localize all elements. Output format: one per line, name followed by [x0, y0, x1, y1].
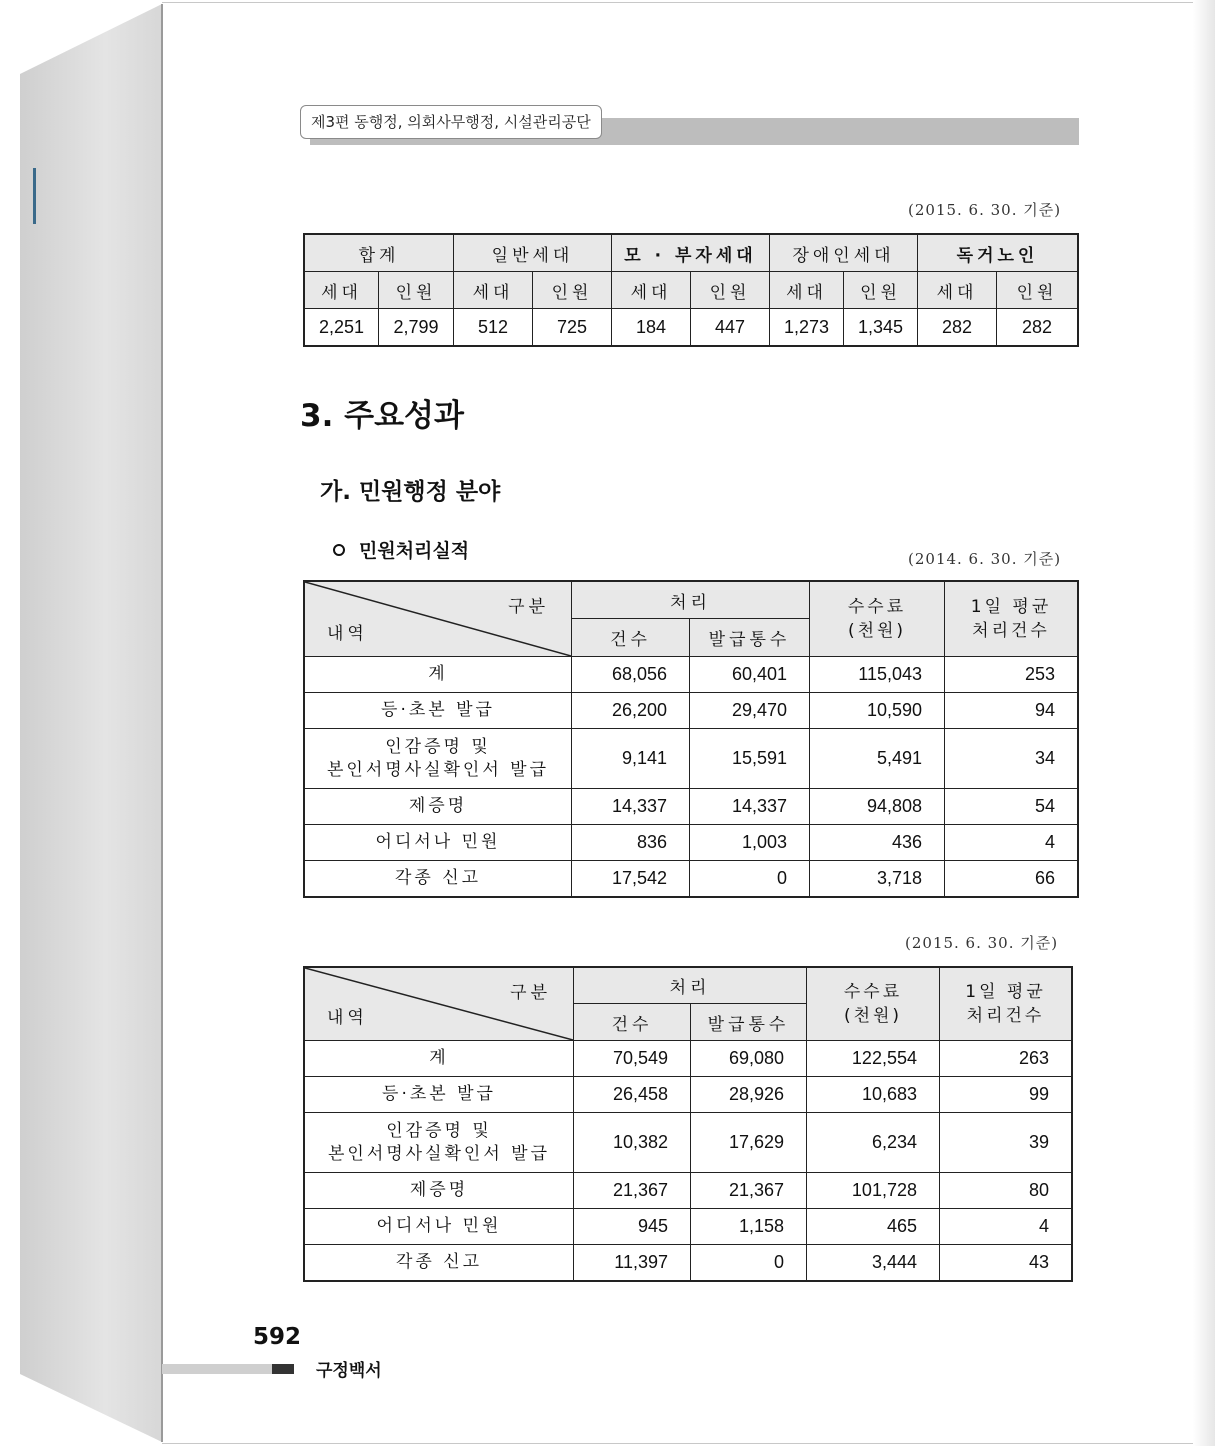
- avg-cell: 99: [940, 1077, 1073, 1113]
- issued-cell: 21,367: [691, 1173, 807, 1209]
- avg-cell: 39: [940, 1113, 1073, 1173]
- fee-cell: 3,444: [807, 1245, 940, 1281]
- count-cell: 9,141: [572, 729, 690, 789]
- issued-cell: 28,926: [691, 1077, 807, 1113]
- sub-header: 인원: [691, 272, 770, 309]
- table-row: [304, 825, 1078, 861]
- fee-cell: 465: [807, 1209, 940, 1245]
- avg-cell: 263: [940, 1041, 1073, 1077]
- issued-cell: 0: [690, 861, 810, 897]
- avg-cell: 66: [945, 861, 1079, 897]
- group-header: 모 · 부자세대: [612, 234, 770, 272]
- fee-header: [807, 967, 940, 1041]
- issued-cell: 14,337: [690, 789, 810, 825]
- count-cell: 26,458: [574, 1077, 691, 1113]
- item-line1: 인감증명 및: [385, 736, 491, 757]
- corner-header: [304, 967, 574, 1041]
- cell: 1,345: [844, 309, 918, 347]
- issued-cell: 0: [691, 1245, 807, 1281]
- table-row: [304, 861, 1078, 897]
- table-row: [304, 309, 1078, 347]
- item-cell: 어디서나 민원: [304, 825, 572, 861]
- bullet-heading: [333, 536, 469, 563]
- count-header: 건수: [574, 1004, 691, 1041]
- avg-cell: 94: [945, 693, 1079, 729]
- cell: 512: [454, 309, 533, 347]
- issued-cell: 60,401: [690, 657, 810, 693]
- table-header-row: [304, 967, 1072, 1004]
- sub-header: 인원: [997, 272, 1079, 309]
- avg-cell: 4: [940, 1209, 1073, 1245]
- count-cell: 945: [574, 1209, 691, 1245]
- footer-book-title: 구정백서: [316, 1361, 382, 1381]
- item-cell: 어디서나 민원: [304, 1209, 574, 1245]
- count-cell: 14,337: [572, 789, 690, 825]
- issued-cell: 1,003: [690, 825, 810, 861]
- item-cell: 계: [304, 1041, 574, 1077]
- item-cell: 등·초본 발급: [304, 1077, 574, 1113]
- circle-bullet-icon: [333, 544, 345, 556]
- page-number: 592: [253, 1324, 302, 1350]
- fee-header-line1: 수수료: [847, 597, 907, 617]
- table-row: [304, 1113, 1072, 1173]
- cell: 282: [997, 309, 1079, 347]
- cell: 282: [918, 309, 997, 347]
- avg-cell: 253: [945, 657, 1079, 693]
- avg-cell: 43: [940, 1245, 1073, 1281]
- fee-header-line1: 수수료: [843, 982, 903, 1002]
- item-cell: 등·초본 발급: [304, 693, 572, 729]
- table-row: [304, 657, 1078, 693]
- item-cell: 제증명: [304, 789, 572, 825]
- cell: 2,251: [304, 309, 379, 347]
- count-cell: 10,382: [574, 1113, 691, 1173]
- table-row: [304, 1245, 1072, 1281]
- count-header: 건수: [572, 619, 690, 657]
- corner-bottom-label: 내역: [327, 624, 368, 644]
- group-header: 장애인세대: [770, 234, 918, 272]
- avg-header: [945, 581, 1079, 657]
- cell: 1,273: [770, 309, 844, 347]
- household-table: [303, 233, 1079, 347]
- issued-cell: 15,591: [690, 729, 810, 789]
- sub-header: 세대: [770, 272, 844, 309]
- running-header-title: 제3편 동행정, 의회사무행정, 시설관리공단: [300, 105, 602, 139]
- fee-cell: 115,043: [810, 657, 945, 693]
- item-line2: 본인서명사실확인서 발급: [327, 1143, 551, 1164]
- table-row: [304, 1041, 1072, 1077]
- side-bookmark-mark: [33, 168, 36, 224]
- item-line2: 본인서명사실확인서 발급: [326, 759, 550, 780]
- count-cell: 836: [572, 825, 690, 861]
- avg-header-line2: 처리건수: [972, 621, 1050, 641]
- item-line1: 인감증명 및: [386, 1120, 492, 1141]
- item-cell: 각종 신고: [304, 1245, 574, 1281]
- table-row: [304, 1173, 1072, 1209]
- book-spine-edge: [20, 4, 162, 1442]
- issued-header: 발급통수: [690, 619, 810, 657]
- corner-header: [304, 581, 572, 657]
- sub-header: 인원: [379, 272, 454, 309]
- fee-cell: 10,683: [807, 1077, 940, 1113]
- table-row: [304, 1077, 1072, 1113]
- item-cell: 제증명: [304, 1173, 574, 1209]
- perf-table-2015: [303, 966, 1073, 1282]
- corner-bottom-label: 내역: [327, 1008, 368, 1028]
- fee-cell: 101,728: [807, 1173, 940, 1209]
- avg-cell: 54: [945, 789, 1079, 825]
- group-header: 독거노인: [918, 234, 1079, 272]
- count-cell: 21,367: [574, 1173, 691, 1209]
- avg-header-line2: 처리건수: [966, 1006, 1045, 1026]
- fee-header: [810, 581, 945, 657]
- item-cell: [304, 729, 572, 789]
- table-row: [304, 789, 1078, 825]
- table-row: [304, 729, 1078, 789]
- avg-header: [940, 967, 1073, 1041]
- group-header: 일반세대: [454, 234, 612, 272]
- bullet-heading-text: 민원처리실적: [359, 540, 470, 562]
- cell: 184: [612, 309, 691, 347]
- issued-header: 발급통수: [691, 1004, 807, 1041]
- fee-cell: 122,554: [807, 1041, 940, 1077]
- item-cell: 각종 신고: [304, 861, 572, 897]
- fee-cell: 5,491: [810, 729, 945, 789]
- count-cell: 68,056: [572, 657, 690, 693]
- sub-header: 세대: [612, 272, 691, 309]
- fee-cell: 6,234: [807, 1113, 940, 1173]
- footer-bar: [162, 1364, 282, 1374]
- count-cell: 17,542: [572, 861, 690, 897]
- processing-header: 처리: [572, 581, 810, 619]
- sub-header: 인원: [844, 272, 918, 309]
- perf-2014-date-note: (2014. 6. 30. 기준): [908, 550, 1062, 568]
- table-row: [304, 1209, 1072, 1245]
- table-subheader-row: [304, 272, 1078, 309]
- fee-cell: 94,808: [810, 789, 945, 825]
- count-cell: 11,397: [574, 1245, 691, 1281]
- footer-block: [272, 1364, 294, 1374]
- cell: 447: [691, 309, 770, 347]
- item-cell: [304, 1113, 574, 1173]
- perf-table-2014: [303, 580, 1079, 898]
- item-cell: 계: [304, 657, 572, 693]
- cell: 725: [533, 309, 612, 347]
- sub-header: 인원: [533, 272, 612, 309]
- avg-cell: 4: [945, 825, 1079, 861]
- page-bottom-border: [162, 1443, 1205, 1444]
- issued-cell: 17,629: [691, 1113, 807, 1173]
- sub-section-title: 가. 민원행정 분야: [320, 479, 501, 505]
- fee-header-line2: (천원): [847, 621, 907, 641]
- sub-header: 세대: [304, 272, 379, 309]
- household-date-note: (2015. 6. 30. 기준): [908, 201, 1062, 219]
- page-edge-line: [161, 4, 163, 1442]
- group-header: 합계: [304, 234, 454, 272]
- fee-cell: 3,718: [810, 861, 945, 897]
- fee-cell: 436: [810, 825, 945, 861]
- table-header-row: [304, 234, 1078, 272]
- table-row: [304, 693, 1078, 729]
- sub-header: 세대: [454, 272, 533, 309]
- count-cell: 70,549: [574, 1041, 691, 1077]
- cell: 2,799: [379, 309, 454, 347]
- corner-top-label: 구분: [510, 983, 551, 1003]
- fee-cell: 10,590: [810, 693, 945, 729]
- section-title: 3. 주요성과: [300, 398, 464, 434]
- count-cell: 26,200: [572, 693, 690, 729]
- processing-header: 처리: [574, 967, 807, 1004]
- issued-cell: 69,080: [691, 1041, 807, 1077]
- table-header-row: [304, 581, 1078, 619]
- sub-header: 세대: [918, 272, 997, 309]
- perf-2015-date-note: (2015. 6. 30. 기준): [905, 934, 1059, 952]
- corner-top-label: 구분: [508, 597, 549, 617]
- avg-cell: 34: [945, 729, 1079, 789]
- issued-cell: 1,158: [691, 1209, 807, 1245]
- issued-cell: 29,470: [690, 693, 810, 729]
- page-top-border: [162, 2, 1205, 3]
- avg-header-line1: 1일 평균: [970, 597, 1052, 617]
- avg-cell: 80: [940, 1173, 1073, 1209]
- fee-header-line2: (천원): [843, 1006, 903, 1026]
- page-right-shadow: [1193, 0, 1215, 1446]
- avg-header-line1: 1일 평균: [965, 982, 1046, 1002]
